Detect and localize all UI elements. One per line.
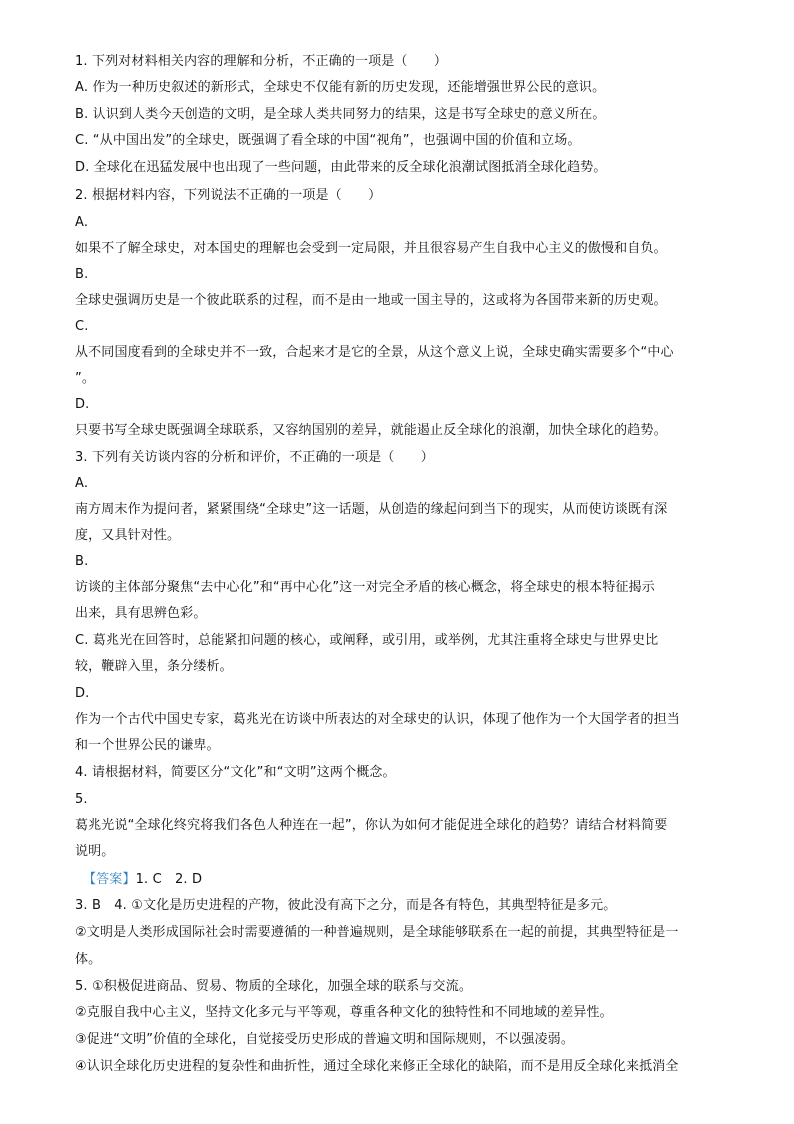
answer-4-point-2-cont: 体。 [75,952,102,967]
answer-3-4: 3. B 4. ①文化是历史进程的产物，彼此没有高下之分，而是各有特色，其典型特征是多元。 [75,898,617,913]
question-2-label-c: C. [75,319,89,334]
question-5-stem-cont: 说明。 [75,844,115,859]
question-3-label-a: A. [75,476,89,491]
question-2-option-d: 只要书写全球史既强调全球联系，又容纳国别的差异，就能遏止反全球化的浪潮，加快全球化的趋势。 [75,423,667,438]
question-2-label-d: D. [75,397,90,412]
question-1-option-d: D. 全球化在迅猛发展中也出现了一些问题，由此带来的反全球化浪潮试图抵消全球化趋势。 [75,160,607,175]
question-3-stem: 3. 下列有关访谈内容的分析和评价，不正确的一项是（ ） [75,450,434,465]
answer-heading [83,871,743,889]
question-3-option-a: 南方周末作为提问者，紧紧围绕“全球史”这一话题，从创造的缘起问到当下的现实，从而使访谈既有深 [75,502,668,517]
question-3-option-b: 访谈的主体部分聚焦“去中心化”和“再中心化”这一对完全矛盾的核心概念，将全球史的根本特征揭示 [75,580,655,595]
answer-4-point-2: ②文明是人类形成国际社会时需要遵循的一种普遍规则，是全球能够联系在一起的前提，其典型特征是一 [75,925,679,940]
question-2-option-b: 全球史强调历史是一个彼此联系的过程，而不是由一地或一国主导的，这或将为各国带来新的历史观。 [75,293,667,308]
answer-5-point-4: ④认识全球化历史进程的复杂性和曲折性，通过全球化来修正全球化的缺陷，而不是用反全球化来抵消全 [75,1059,679,1074]
question-2-stem: 2. 根据材料内容，下列说法不正确的一项是（ ） [75,188,382,203]
question-3-option-c-cont: 较，鞭辟入里，条分缕析。 [75,659,233,674]
question-1-option-c: C. “从中国出发”的全球史，既强调了看全球的中国“视角”，也强调中国的价值和立场。 [75,133,581,148]
question-5-stem: 葛兆光说“全球化终究将我们各色人种连在一起”，你认为如何才能促进全球化的趋势？请结合材料简要 [75,818,668,833]
question-3-option-c: C. 葛兆光在回答时，总能紧扣问题的核心，或阐释，或引用，或举例，尤其注重将全球史与世界史比 [75,633,659,648]
question-5-label: 5. [75,792,88,807]
question-3-label-d: D. [75,686,90,701]
question-2-option-a: 如果不了解全球史，对本国史的理解也会受到一定局限，并且很容易产生自我中心主义的傲慢和自负。 [75,241,667,256]
answer-1-2: 1. C 2. D [135,872,203,887]
answer-tag: 【答案】 [83,872,136,887]
question-4-stem: 4. 请根据材料，简要区分“文化”和“文明”这两个概念。 [75,765,396,780]
question-3-option-a-cont: 度，又具针对性。 [75,528,181,543]
question-2-label-b: B. [75,267,89,282]
question-2-option-c: 从不同国度看到的全球史并不一致，合起来才是它的全景，从这个意义上说，全球史确实需要多个“中心 [75,345,674,360]
question-2-option-c-cont: ”。 [75,371,96,386]
answer-5-point-2: ②克服自我中心主义，坚持文化多元与平等观，尊重各种文化的独特性和不同地域的差异性。 [75,1005,613,1020]
question-2-label-a: A. [75,215,89,230]
answer-5-point-3: ③促进“文明”价值的全球化，自觉接受历史形成的普遍文明和国际规则，不以强凌弱。 [75,1032,574,1047]
question-3-option-d: 作为一个古代中国史专家，葛兆光在访谈中所表达的对全球史的认识，体现了他作为一个大国学者的担当 [75,712,680,727]
question-3-option-d-cont: 和一个世界公民的谦卑。 [75,738,220,753]
question-3-option-b-cont: 出来，具有思辨色彩。 [75,606,207,621]
question-3-label-b: B. [75,554,89,569]
question-1-stem: 1. 下列对材料相关内容的理解和分析，不正确的一项是（ ） [75,54,448,69]
question-1-option-b: B. 认识到人类今天创造的文明，是全球人类共同努力的结果，这是书写全球史的意义所在。 [75,107,606,122]
question-1-option-a: A. 作为一种历史叙述的新形式，全球史不仅能有新的历史发现，还能增强世界公民的意识。 [75,80,606,95]
answer-5-point-1: 5. ①积极促进商品、贸易、物质的全球化，加强全球的联系与交流。 [75,979,472,994]
